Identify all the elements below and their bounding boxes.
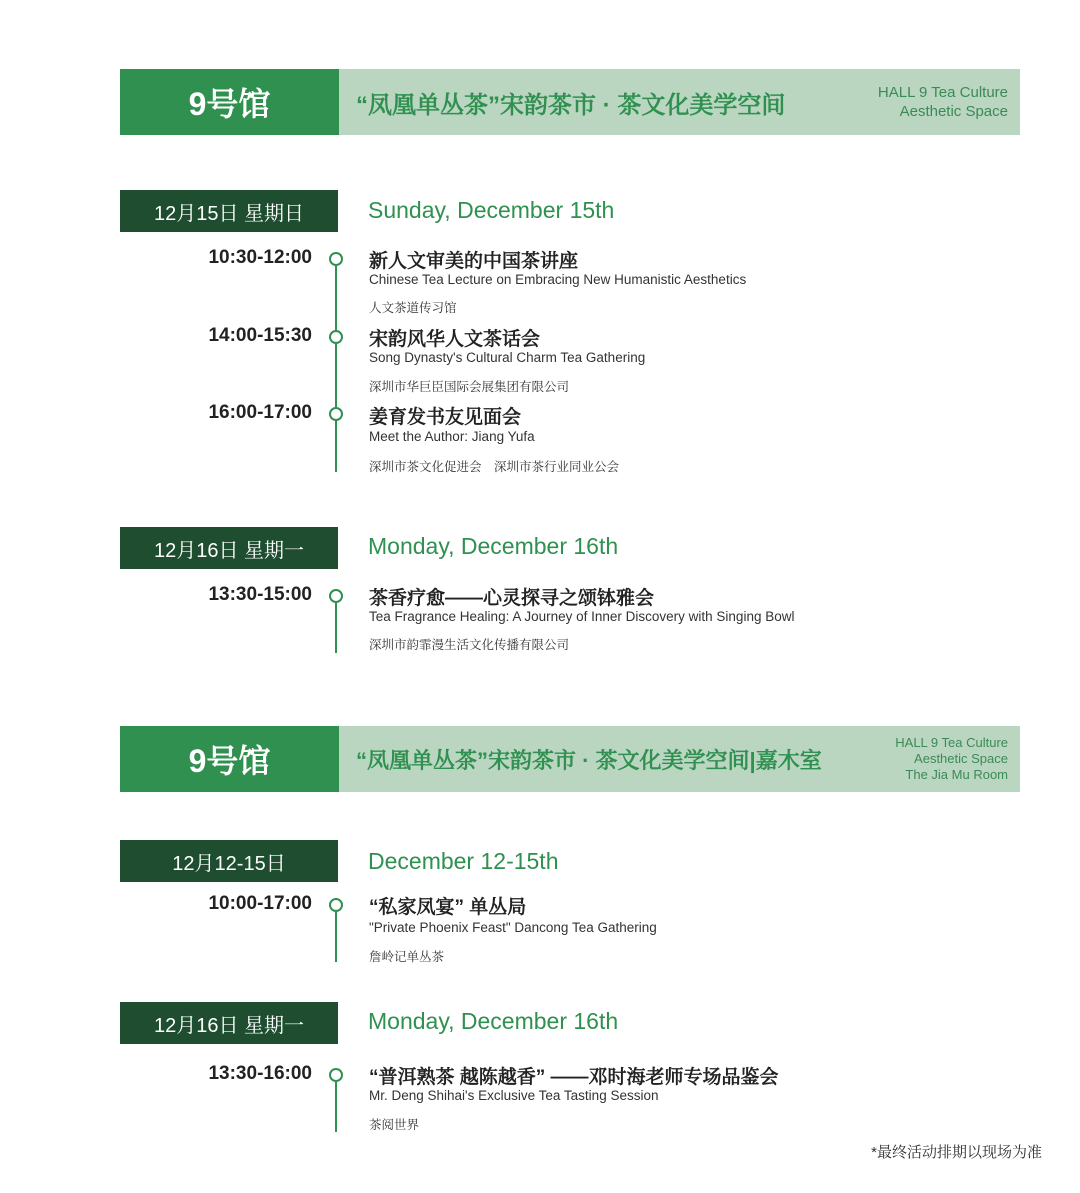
date-label-cn: 12月12-15日 (120, 840, 338, 882)
event-organizer: 茶阅世界 (369, 1118, 420, 1132)
timeline-line (335, 258, 337, 472)
event-title-en: Chinese Tea Lecture on Embracing New Humanistic Aesthetics (369, 272, 747, 287)
event-title-en: Mr. Deng Shihai's Exclusive Tea Tasting Session (369, 1088, 659, 1103)
hall-title-en-line: Aesthetic Space (899, 103, 1008, 120)
event-title: “私家凤宴” 单丛局 (369, 897, 527, 918)
timeline-dot (329, 330, 343, 344)
date-label-en: Monday, December 16th (368, 1007, 619, 1034)
event-organizer: 深圳市华巨臣国际会展集团有限公司 (369, 380, 570, 394)
timeline-dot (329, 898, 343, 912)
event-title: 茶香疗愈——心灵探寻之颂钵雅会 (369, 588, 655, 609)
hall-title-en-line: The Jia Mu Room (905, 767, 1008, 782)
event-time: 10:30-12:00 (208, 247, 312, 268)
timeline-dot (329, 589, 343, 603)
event-title-en: Meet the Author: Jiang Yufa (369, 429, 535, 444)
event-time: 13:30-15:00 (208, 584, 312, 605)
hall-number: 9号馆 (120, 726, 339, 792)
event-title: 新人文审美的中国茶讲座 (369, 251, 579, 272)
event-title: “普洱熟茶 越陈越香” ——邓时海老师专场品鉴会 (369, 1067, 779, 1088)
hall-banner (120, 69, 1020, 135)
timeline-line (335, 904, 337, 962)
hall-title-en-line: HALL 9 Tea Culture (895, 735, 1008, 750)
event-organizer: 詹岭记单丛茶 (369, 950, 445, 964)
timeline-line (335, 595, 337, 653)
hall-title-en (878, 69, 1008, 135)
hall-title-en-line: HALL 9 Tea Culture (877, 84, 1008, 101)
date-label-cn: 12月16日 星期一 (120, 1002, 338, 1044)
date-label-en: Monday, December 16th (368, 532, 619, 559)
event-time: 13:30-16:00 (208, 1063, 312, 1084)
date-label-en: December 12-15th (368, 847, 559, 874)
date-label-cn: 12月15日 星期日 (120, 190, 338, 232)
timeline-dot (329, 1068, 343, 1082)
hall-title-en-line: Aesthetic Space (914, 751, 1008, 766)
timeline-dot (329, 252, 343, 266)
event-title-en: "Private Phoenix Feast" Dancong Tea Gathering (369, 920, 657, 935)
hall-number: 9号馆 (120, 69, 339, 135)
date-label-cn: 12月16日 星期一 (120, 527, 338, 569)
event-organizer: 人文茶道传习馆 (369, 301, 457, 315)
event-time: 14:00-15:30 (208, 325, 312, 346)
event-title-en: Tea Fragrance Healing: A Journey of Inner Discovery with Singing Bowl (369, 609, 795, 624)
event-title: 姜育发书友见面会 (369, 407, 522, 428)
event-time: 10:00-17:00 (208, 893, 312, 914)
date-label-en: Sunday, December 15th (368, 196, 615, 223)
footnote: *最终活动排期以现场为准 (871, 1144, 1042, 1161)
hall-title-en (895, 726, 1008, 792)
event-organizer: 深圳市韵霏漫生活文化传播有限公司 (369, 638, 570, 652)
event-time: 16:00-17:00 (208, 402, 312, 423)
timeline-line (335, 1074, 337, 1132)
event-title-en: Song Dynasty's Cultural Charm Tea Gathering (369, 350, 646, 365)
hall-title-cn: “凤凰单丛茶”宋韵茶市 · 茶文化美学空间|嘉木室 (356, 747, 822, 773)
event-organizer: 深圳市茶文化促进会 深圳市茶行业同业公会 (369, 460, 620, 474)
hall-title-cn: “凤凰单丛茶”宋韵茶市 · 茶文化美学空间 (356, 91, 786, 119)
hall-banner (120, 726, 1020, 792)
timeline-dot (329, 407, 343, 421)
event-title: 宋韵风华人文茶话会 (369, 329, 541, 350)
